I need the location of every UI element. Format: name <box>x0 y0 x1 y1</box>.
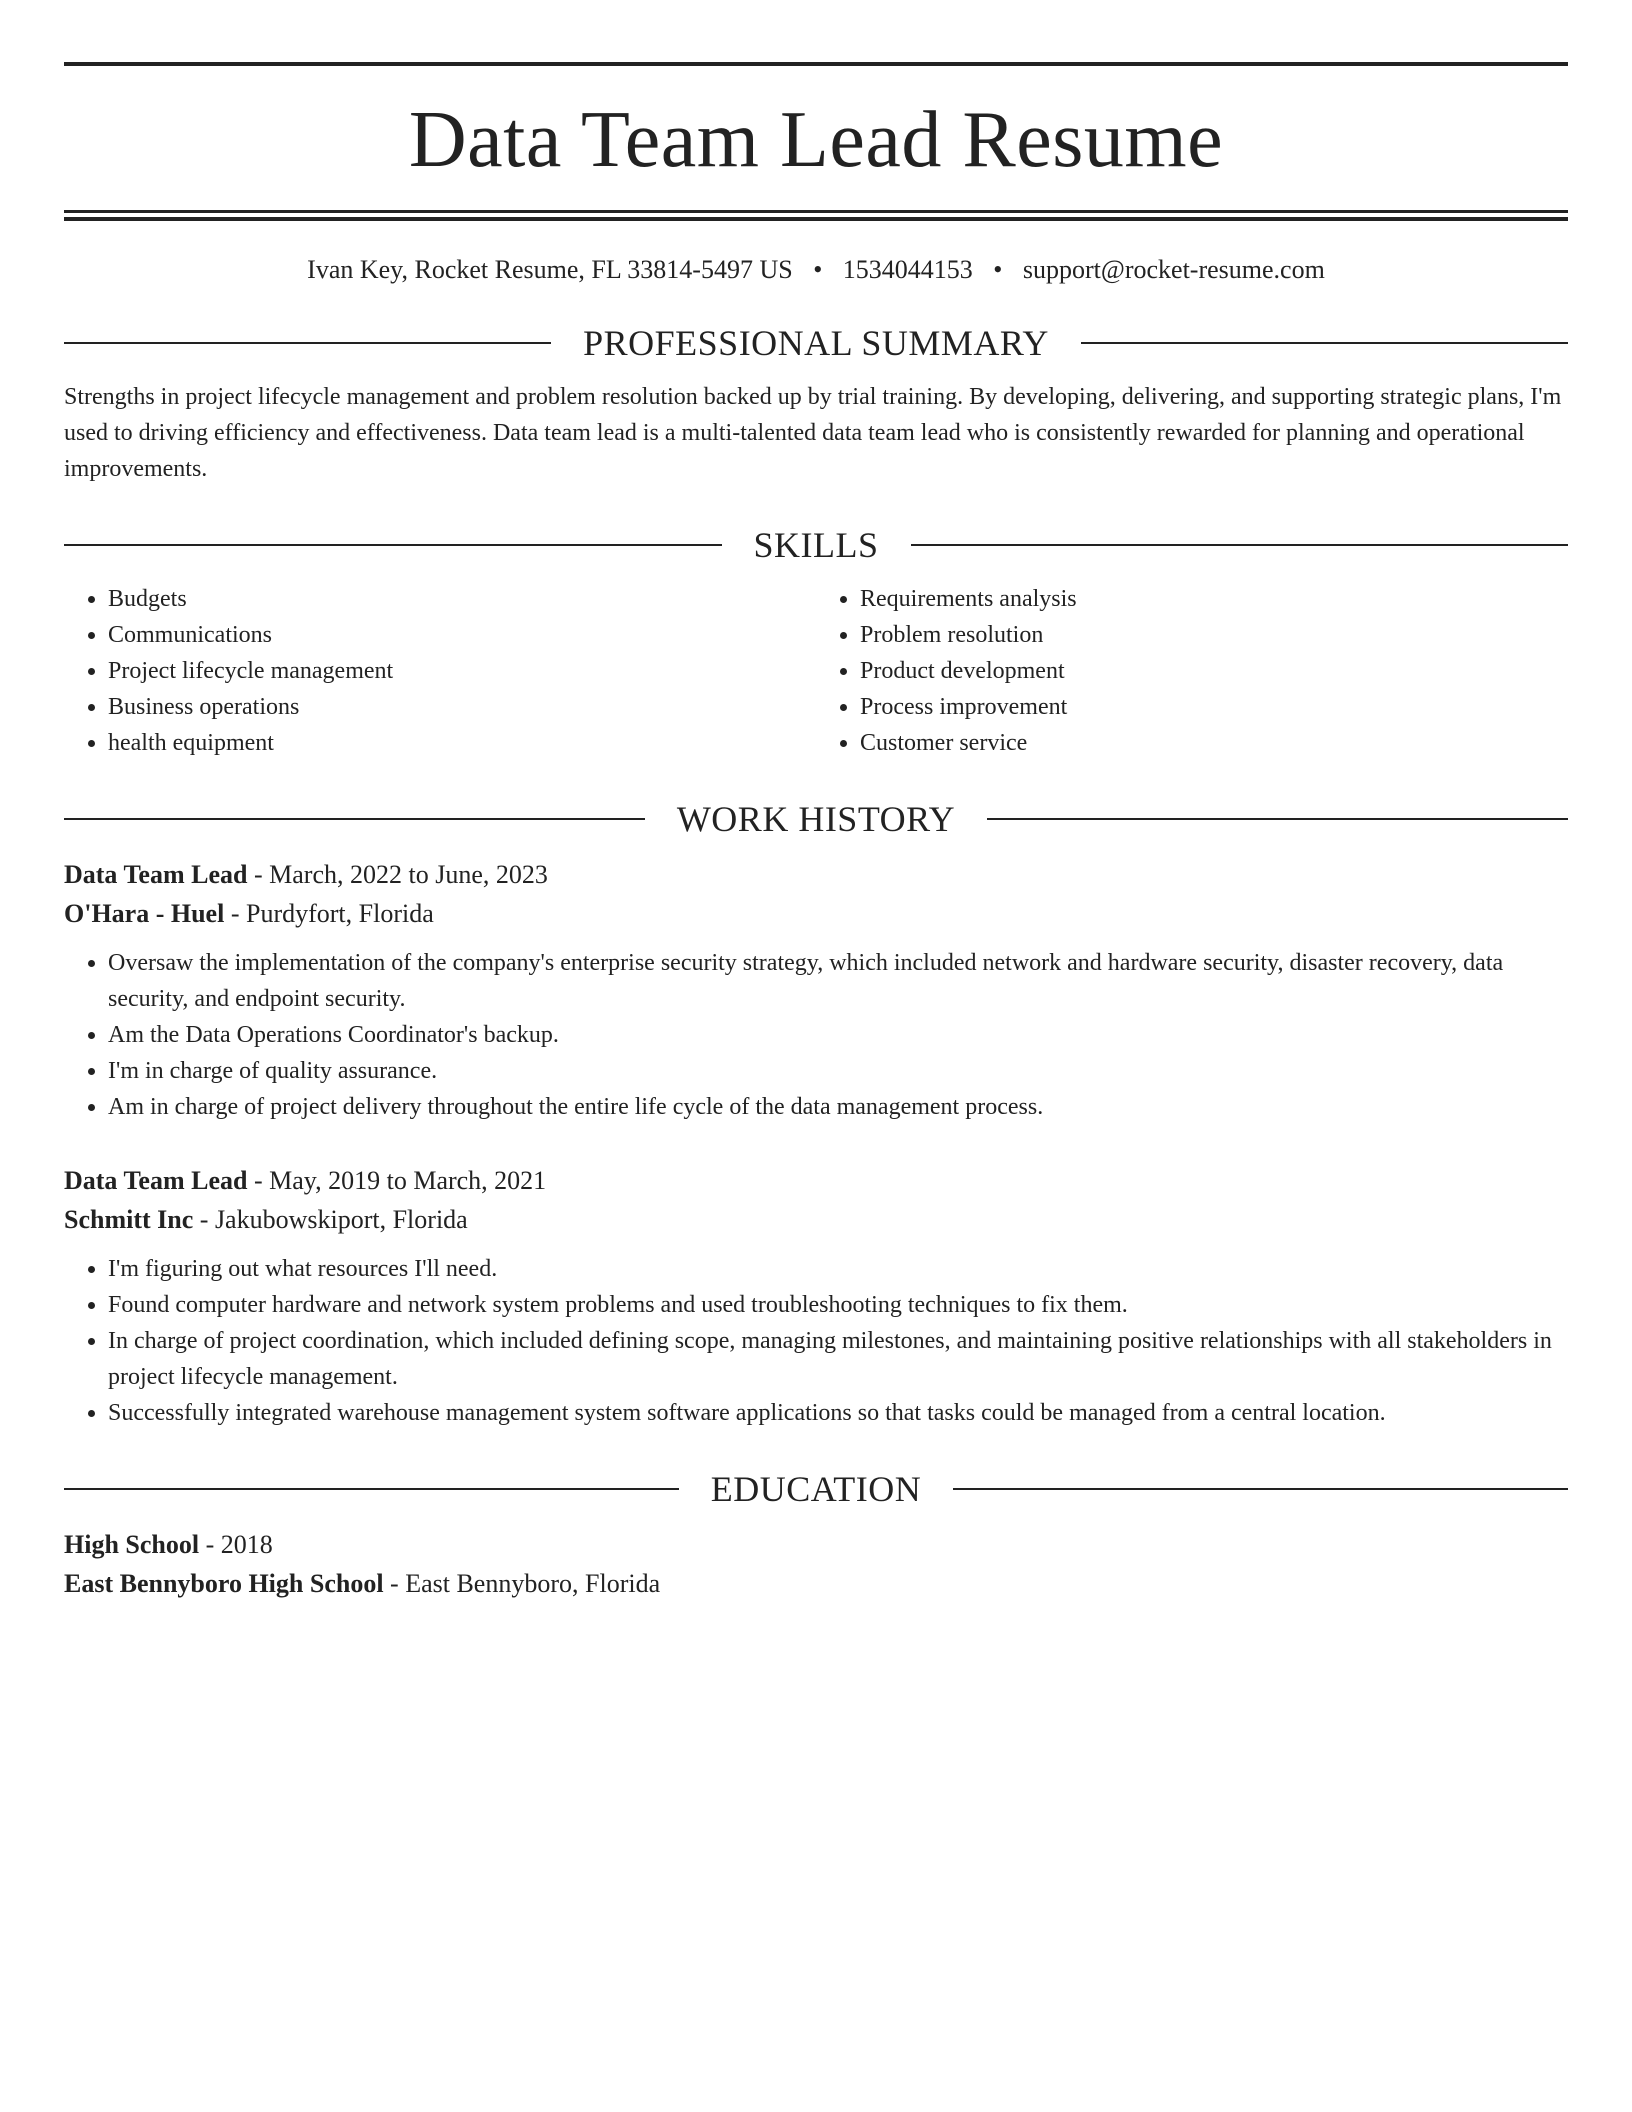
job-title-line <box>64 1161 1568 1200</box>
top-rule <box>64 62 1568 66</box>
skill-item: • Customer service <box>860 725 1568 761</box>
skills-columns <box>64 581 1568 761</box>
section-rule-left <box>64 818 645 820</box>
section-rule-left <box>64 544 722 546</box>
education-degree-line <box>64 1525 1568 1564</box>
job-entry <box>64 855 1568 1125</box>
skill-item: • Business operations <box>108 689 816 725</box>
job-company-line <box>64 894 1568 933</box>
skill-item: • Product development <box>860 653 1568 689</box>
job-bullet: • I'm figuring out what resources I'll need. <box>108 1251 1568 1287</box>
contact-line <box>64 254 1568 285</box>
section-rule-right <box>911 544 1569 546</box>
job-dates: - March, 2022 to June, 2023 <box>253 860 548 890</box>
job-company: O'Hara - Huel <box>64 899 225 929</box>
job-bullets <box>64 1251 1568 1431</box>
section-rule-right <box>953 1488 1568 1490</box>
skill-item: • Communications <box>108 617 816 653</box>
education-section-header <box>64 1469 1568 1510</box>
job-bullet: • Am the Data Operations Coordinator's backup. <box>108 1017 1568 1053</box>
section-rule-right <box>987 818 1568 820</box>
page-title: Data Team Lead Resume <box>408 96 1224 184</box>
contact-separator: • <box>813 255 823 284</box>
job-bullet: • Am in charge of project delivery throughout the entire life cycle of the data management process. <box>108 1089 1568 1125</box>
job-company-line <box>64 1200 1568 1239</box>
summary-section-header <box>64 323 1568 364</box>
skill-item: • Problem resolution <box>860 617 1568 653</box>
title-double-rule <box>64 210 1568 221</box>
contact-separator: • <box>993 255 1003 284</box>
job-title-line <box>64 855 1568 894</box>
work-section-header <box>64 799 1568 840</box>
skills-list-left <box>64 581 816 761</box>
skill-item: • Project lifecycle management <box>108 653 816 689</box>
education-heading: EDUCATION <box>710 1469 922 1510</box>
job-company: Schmitt Inc <box>64 1205 194 1235</box>
skill-item: • Budgets <box>108 581 816 617</box>
skills-heading: SKILLS <box>753 525 879 566</box>
job-bullets <box>64 945 1568 1125</box>
job-bullet: • In charge of project coordination, which included defining scope, managing milestones, and maintaining positive relationships with all stakeholders in project lifecycle management. <box>108 1323 1568 1395</box>
job-dates: - May, 2019 to March, 2021 <box>253 1166 547 1196</box>
job-location: - Purdyfort, Florida <box>230 899 434 929</box>
section-rule-left <box>64 1488 679 1490</box>
job-bullet: • Found computer hardware and network system problems and used troubleshooting techniques to fix them. <box>108 1287 1568 1323</box>
education-degree: High School <box>64 1530 200 1560</box>
education-school: East Bennyboro High School <box>64 1569 384 1599</box>
job-bullet: • Successfully integrated warehouse management system software applications so that tasks could be managed from a central location. <box>108 1395 1568 1431</box>
job-location: - Jakubowskiport, Florida <box>199 1205 468 1235</box>
summary-heading: PROFESSIONAL SUMMARY <box>583 323 1049 364</box>
skills-list-right <box>816 581 1568 761</box>
job-bullet: • I'm in charge of quality assurance. <box>108 1053 1568 1089</box>
contact-phone: 1534044153 <box>842 255 973 284</box>
section-rule-left <box>64 342 551 344</box>
skills-section-header <box>64 525 1568 566</box>
contact-address: Ivan Key, Rocket Resume, FL 33814-5497 US <box>307 255 793 284</box>
job-entry <box>64 1161 1568 1431</box>
education-year: - 2018 <box>205 1530 273 1560</box>
summary-text: Strengths in project lifecycle management and problem resolution backed up by trial training. By developing, delivering, and supporting strategic plans, I'm used to driving efficiency and effectiveness. Data team lead is a multi-talented data team lead who is consistently rewarded for planning and operational improvements. <box>64 384 1562 483</box>
job-bullet: • Oversaw the implementation of the company's enterprise security strategy, which included network and hardware security, disaster recovery, data security, and endpoint security. <box>108 945 1568 1017</box>
education-entry <box>64 1525 1568 1603</box>
education-school-line <box>64 1564 1568 1603</box>
skill-item: • health equipment <box>108 725 816 761</box>
skill-item: • Process improvement <box>860 689 1568 725</box>
job-title: Data Team Lead <box>64 860 248 890</box>
skill-item: • Requirements analysis <box>860 581 1568 617</box>
education-location: - East Bennyboro, Florida <box>390 1569 661 1599</box>
contact-email: support@rocket-resume.com <box>1022 255 1325 284</box>
section-rule-right <box>1081 342 1568 344</box>
work-heading: WORK HISTORY <box>676 799 956 840</box>
job-title: Data Team Lead <box>64 1166 248 1196</box>
